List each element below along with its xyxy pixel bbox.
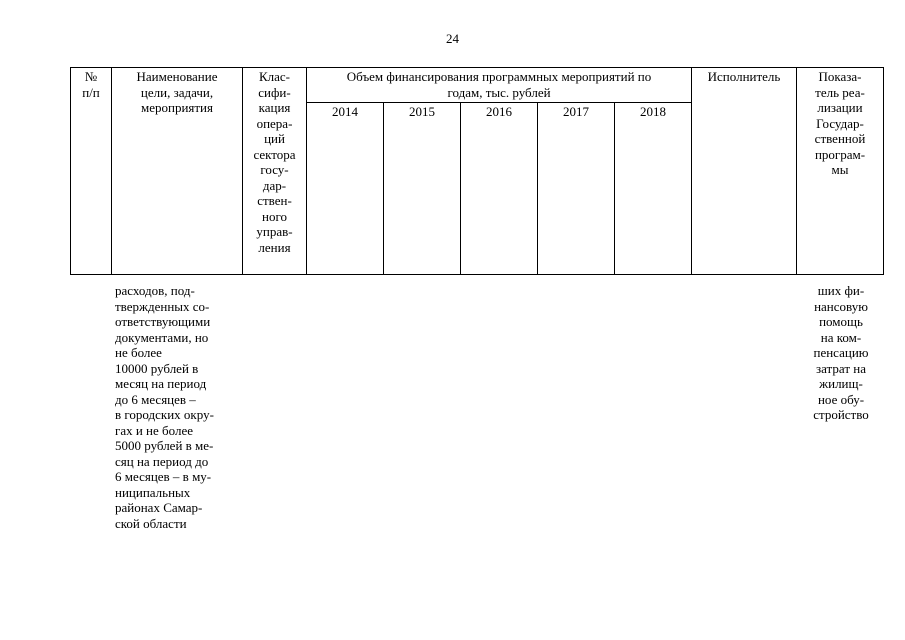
header-indicator-line: мы — [831, 162, 849, 177]
header-name — [112, 68, 243, 275]
continuation-indicator-line: помощь — [819, 314, 863, 329]
continuation-indicator-line: на ком- — [820, 329, 862, 345]
continuation-indicator-line: нансовую — [814, 298, 868, 314]
header-indicator-line: програм- — [814, 146, 866, 162]
continuation-name-line: 5000 рублей в ме- — [115, 438, 214, 453]
header-class-line: ствен- — [257, 193, 292, 208]
continuation-indicator-line: жилищ- — [819, 376, 863, 391]
header-class-line: госу- — [260, 162, 289, 177]
header-number-line: п/п — [82, 84, 100, 100]
continuation-indicator-line: затрат на — [815, 360, 866, 376]
continuation-name-cell — [115, 283, 214, 531]
continuation-name-line: районах Самар- — [115, 500, 203, 515]
header-executor — [692, 68, 797, 275]
continuation-indicator-line: ших фи- — [817, 283, 865, 298]
continuation-name-line: ниципальных — [115, 484, 191, 500]
header-funding-volume — [307, 68, 692, 103]
header-class-line: управ- — [256, 224, 293, 239]
header-class-line: Клас- — [258, 69, 291, 84]
header-class-line: ления — [258, 239, 291, 255]
header-indicator-line: Показа- — [818, 69, 862, 84]
header-number-line: № — [84, 69, 98, 84]
header-indicator-line: тель реа- — [815, 84, 865, 100]
continuation-indicator-cell — [800, 283, 882, 423]
header-indicator-line: ственной — [814, 131, 866, 146]
continuation-name-line: 6 месяцев – в му- — [115, 469, 212, 484]
continuation-name-line: сяц на период до — [115, 453, 209, 469]
header-year-2017: 2017 — [538, 103, 615, 275]
header-class-line: кация — [258, 100, 291, 115]
header-class-line: дар- — [262, 177, 287, 193]
program-table-header — [70, 67, 884, 275]
continuation-name-line: в городских окру- — [115, 407, 214, 422]
header-year-2014: 2014 — [307, 103, 384, 275]
header-class-line: опера- — [256, 115, 293, 131]
header-year-2015: 2015 — [384, 103, 461, 275]
header-year-2018: 2018 — [615, 103, 692, 275]
header-number — [71, 68, 112, 275]
continuation-name-line: твержденных со- — [115, 298, 210, 314]
continuation-name-line: месяц на период — [115, 376, 207, 391]
header-class-line: сектора — [253, 146, 296, 162]
continuation-name-line: ответствующими — [115, 314, 211, 329]
continuation-name-line: 10000 рублей в — [115, 360, 199, 376]
continuation-name-line: не более — [115, 345, 162, 360]
continuation-name-line: гах и не более — [115, 422, 194, 438]
header-class-line: ного — [262, 208, 287, 224]
header-name-line: Наименование — [136, 69, 218, 84]
continuation-name-line: ской области — [115, 515, 187, 531]
continuation-indicator-line: стройство — [813, 407, 869, 422]
header-indicator-line: лизации — [817, 100, 863, 115]
header-name-line: цели, задачи, — [140, 84, 214, 100]
header-class-line: сифи- — [258, 84, 291, 100]
header-executor-line: Исполнитель — [707, 69, 781, 84]
header-name-line: мероприятия — [140, 100, 213, 115]
header-class-line: ций — [264, 131, 285, 146]
continuation-indicator-line: пенсацию — [813, 345, 869, 360]
header-indicator-line: Государ- — [816, 115, 864, 131]
continuation-name-line: документами, но — [115, 329, 209, 345]
continuation-indicator-line: ное обу- — [817, 391, 865, 407]
header-indicator — [797, 68, 884, 275]
page-number: 24 — [446, 31, 459, 46]
continuation-name-line: до 6 месяцев – — [115, 391, 196, 407]
continuation-name-line: расходов, под- — [115, 283, 195, 298]
header-year-2016: 2016 — [461, 103, 538, 275]
header-classification — [243, 68, 307, 275]
header-funding-line: Объем финансирования программных мероприятий по — [346, 69, 652, 84]
header-funding-line: годам, тыс. рублей — [447, 84, 551, 100]
